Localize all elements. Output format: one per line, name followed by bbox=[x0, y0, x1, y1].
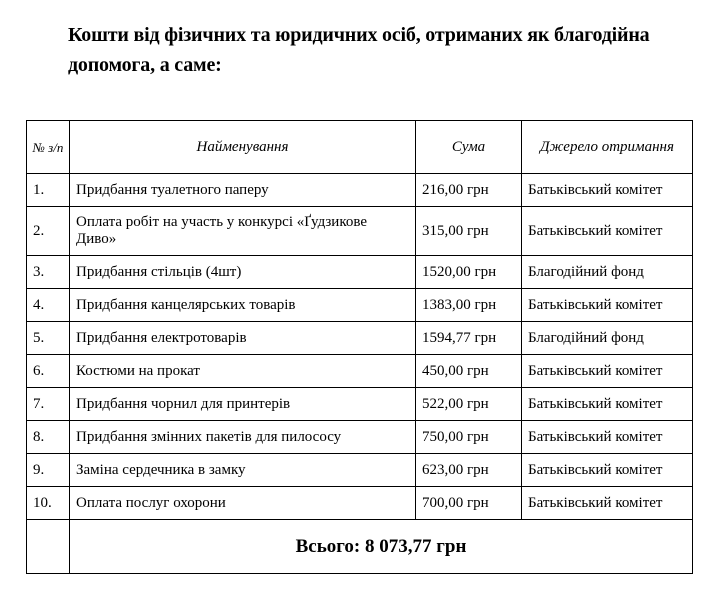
row-amount: 522,00 грн bbox=[416, 388, 522, 421]
row-amount: 1594,77 грн bbox=[416, 322, 522, 355]
row-name: Придбання стільців (4шт) bbox=[70, 256, 416, 289]
row-name: Придбання канцелярських товарів bbox=[70, 289, 416, 322]
row-number: 6. bbox=[27, 355, 70, 388]
row-amount: 1383,00 грн bbox=[416, 289, 522, 322]
table-row bbox=[27, 322, 693, 355]
row-amount: 700,00 грн bbox=[416, 487, 522, 520]
row-amount: 1520,00 грн bbox=[416, 256, 522, 289]
row-number: 9. bbox=[27, 454, 70, 487]
total-empty-cell bbox=[27, 520, 70, 574]
row-number: 7. bbox=[27, 388, 70, 421]
row-source: Батьківський комітет bbox=[522, 421, 693, 454]
header-source: Джерело отримання bbox=[522, 121, 693, 174]
table-row bbox=[27, 421, 693, 454]
row-number: 1. bbox=[27, 174, 70, 207]
table-header-row bbox=[27, 121, 693, 174]
row-name: Придбання електротоварів bbox=[70, 322, 416, 355]
row-source: Батьківський комітет bbox=[522, 487, 693, 520]
row-name: Заміна сердечника в замку bbox=[70, 454, 416, 487]
row-number: 2. bbox=[27, 207, 70, 256]
row-name: Костюми на прокат bbox=[70, 355, 416, 388]
row-number: 10. bbox=[27, 487, 70, 520]
header-name: Найменування bbox=[70, 121, 416, 174]
table-row bbox=[27, 256, 693, 289]
row-source: Благодійний фонд bbox=[522, 256, 693, 289]
row-number: 3. bbox=[27, 256, 70, 289]
donations-table bbox=[26, 120, 693, 574]
row-name: Оплата послуг охорони bbox=[70, 487, 416, 520]
table-row bbox=[27, 388, 693, 421]
total-value: Всього: 8 073,77 грн bbox=[70, 520, 693, 574]
row-name: Придбання туалетного паперу bbox=[70, 174, 416, 207]
row-source: Батьківський комітет bbox=[522, 289, 693, 322]
total-row bbox=[27, 520, 693, 574]
table-row bbox=[27, 289, 693, 322]
row-amount: 623,00 грн bbox=[416, 454, 522, 487]
table-row bbox=[27, 355, 693, 388]
header-amount: Сума bbox=[416, 121, 522, 174]
row-number: 4. bbox=[27, 289, 70, 322]
table-row bbox=[27, 207, 693, 256]
table-row bbox=[27, 174, 693, 207]
row-name: Оплата робіт на участь у конкурсі «Ґудзикове Диво» bbox=[70, 207, 416, 256]
row-source: Батьківський комітет bbox=[522, 388, 693, 421]
row-source: Батьківський комітет bbox=[522, 174, 693, 207]
row-source: Батьківський комітет bbox=[522, 207, 693, 256]
row-amount: 450,00 грн bbox=[416, 355, 522, 388]
row-source: Благодійний фонд bbox=[522, 322, 693, 355]
row-source: Батьківський комітет bbox=[522, 454, 693, 487]
table-row bbox=[27, 487, 693, 520]
table-row bbox=[27, 454, 693, 487]
row-amount: 216,00 грн bbox=[416, 174, 522, 207]
row-number: 8. bbox=[27, 421, 70, 454]
row-amount: 750,00 грн bbox=[416, 421, 522, 454]
row-source: Батьківський комітет bbox=[522, 355, 693, 388]
row-name: Придбання змінних пакетів для пилососу bbox=[70, 421, 416, 454]
document-title: Кошти від фізичних та юридичних осіб, отриманих як благодійна допомога, а саме: bbox=[68, 24, 650, 76]
row-name: Придбання чорнил для принтерів bbox=[70, 388, 416, 421]
row-amount: 315,00 грн bbox=[416, 207, 522, 256]
row-number: 5. bbox=[27, 322, 70, 355]
header-number: № з/п bbox=[27, 121, 70, 174]
